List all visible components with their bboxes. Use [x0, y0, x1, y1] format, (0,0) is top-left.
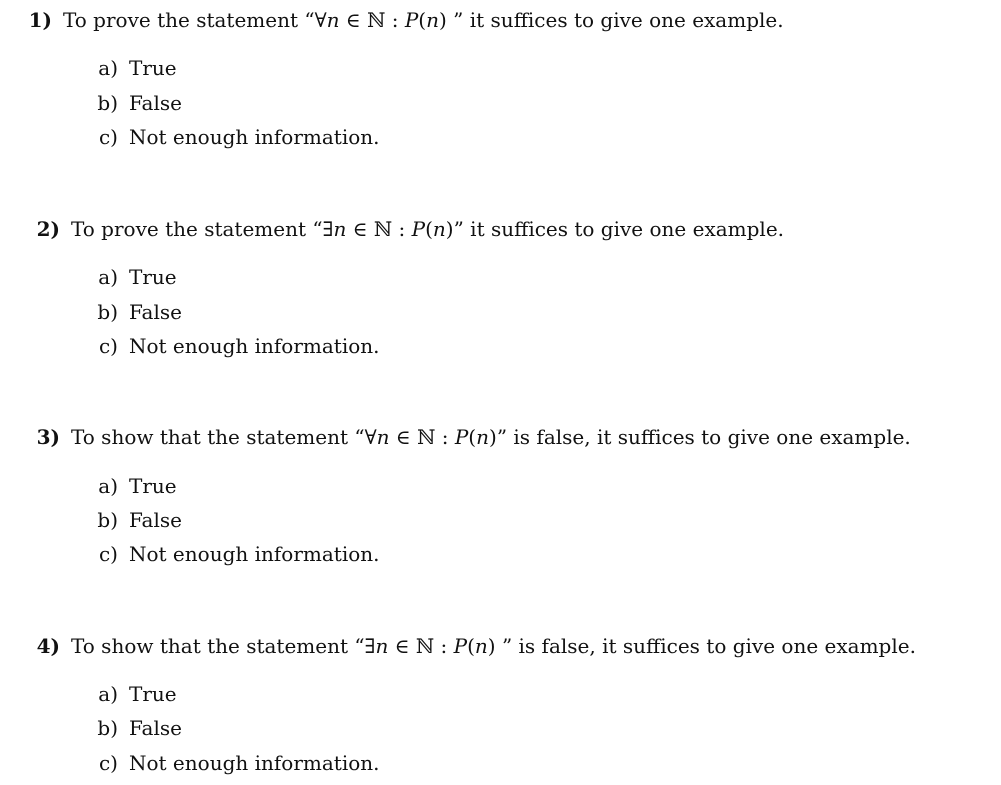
option-b[interactable]	[0, 506, 400, 534]
option-a[interactable]	[0, 54, 400, 82]
option-text: False	[129, 300, 182, 324]
option-letter: b)	[97, 508, 118, 532]
option-text: Not enough information.	[129, 334, 380, 358]
option-text: False	[129, 508, 182, 532]
option-b[interactable]	[0, 298, 400, 326]
option-a[interactable]	[0, 472, 400, 500]
option-a[interactable]	[0, 263, 400, 291]
option-letter: a)	[98, 56, 118, 80]
option-text: False	[129, 91, 182, 115]
option-letter: c)	[98, 125, 118, 149]
question-text: To prove the statement “∃n ∈ ℕ : P(n)” it suffices to give one example.	[71, 217, 785, 241]
question-line	[0, 632, 1001, 660]
option-text: True	[129, 474, 177, 498]
option-b[interactable]	[0, 89, 400, 117]
option-letter: b)	[97, 91, 118, 115]
question-line	[0, 423, 1001, 451]
option-letter: c)	[98, 542, 118, 566]
option-c[interactable]	[0, 332, 400, 360]
question-number: 3)	[36, 425, 60, 449]
option-a[interactable]	[0, 680, 400, 708]
question-number: 4)	[36, 634, 60, 658]
option-text: True	[129, 682, 177, 706]
option-text: Not enough information.	[129, 542, 380, 566]
option-b[interactable]	[0, 714, 400, 742]
option-letter: c)	[98, 751, 118, 775]
option-c[interactable]	[0, 123, 400, 151]
option-letter: b)	[97, 716, 118, 740]
option-letter: a)	[98, 474, 118, 498]
question-line	[0, 215, 1001, 243]
question-number: 1)	[28, 8, 52, 32]
option-c[interactable]	[0, 540, 400, 568]
option-text: False	[129, 716, 182, 740]
option-text: True	[129, 265, 177, 289]
option-text: Not enough information.	[129, 125, 380, 149]
question-text: To show that the statement “∀n ∈ ℕ : P(n)” is false, it suffices to give one example.	[71, 425, 911, 449]
option-text: True	[129, 56, 177, 80]
option-c[interactable]	[0, 749, 400, 777]
option-letter: a)	[98, 682, 118, 706]
question-line	[0, 6, 1001, 34]
option-letter: a)	[98, 265, 118, 289]
question-number: 2)	[36, 217, 60, 241]
question-text: To prove the statement “∀n ∈ ℕ : P(n) ” it suffices to give one example.	[63, 8, 784, 32]
option-letter: b)	[97, 300, 118, 324]
option-letter: c)	[98, 334, 118, 358]
question-text: To show that the statement “∃n ∈ ℕ : P(n) ” is false, it suffices to give one example.	[71, 634, 916, 658]
option-text: Not enough information.	[129, 751, 380, 775]
